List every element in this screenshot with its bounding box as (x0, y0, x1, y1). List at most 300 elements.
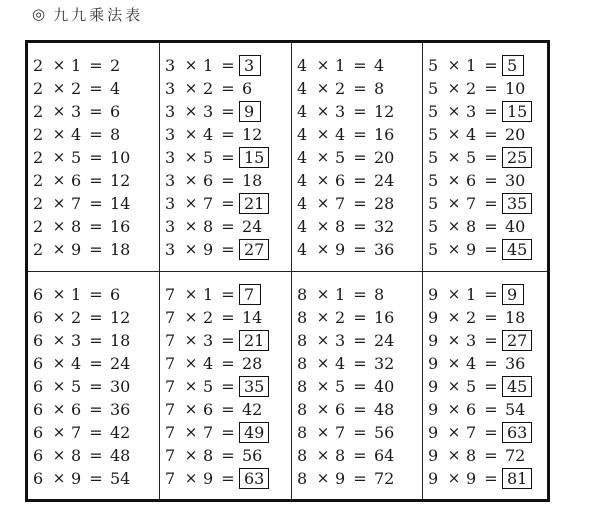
product: 72 (505, 446, 526, 465)
multiplier: 3 (71, 102, 82, 121)
multiplier: 3 (466, 331, 477, 350)
multiplier: 4 (335, 125, 346, 144)
multiplier: 9 (466, 240, 477, 259)
multiplier: 7 (203, 194, 214, 213)
equals-sign: = (484, 377, 498, 396)
times-sign: × (316, 331, 330, 349)
equals-sign: = (221, 308, 235, 327)
multiplicand: 9 (428, 469, 439, 488)
equals-sign: = (353, 354, 367, 373)
equation-row (33, 444, 159, 467)
times-sign: × (184, 446, 198, 464)
times-sign: × (184, 240, 198, 258)
multiplicand: 4 (297, 194, 308, 213)
times-sign: × (184, 171, 198, 189)
equation-row (33, 329, 159, 352)
equation-row (33, 283, 159, 306)
multiplier: 6 (71, 400, 82, 419)
multiplier: 4 (71, 125, 82, 144)
equation-row (428, 306, 547, 329)
multiplier: 1 (71, 285, 82, 304)
multiplicand: 4 (297, 102, 308, 121)
times-sign: × (447, 79, 461, 97)
equals-sign: = (484, 354, 498, 373)
multiplier: 5 (335, 377, 346, 396)
times-sign: × (184, 331, 198, 349)
multiplier: 2 (203, 308, 214, 327)
times-sign: × (447, 377, 461, 395)
multiplier: 3 (466, 102, 477, 121)
multiplicand: 3 (165, 148, 176, 167)
product: 12 (110, 171, 131, 190)
multiplicand: 7 (165, 377, 176, 396)
multiplier: 5 (71, 377, 82, 396)
product: 10 (110, 148, 131, 167)
equation-row (33, 215, 159, 238)
equation-row (165, 192, 291, 215)
times-sign: × (184, 377, 198, 395)
multiplicand: 9 (428, 446, 439, 465)
times-sign: × (52, 125, 66, 143)
times-sign: × (316, 423, 330, 441)
equation-row (165, 375, 291, 398)
multiplicand: 3 (165, 194, 176, 213)
multiplier: 5 (335, 148, 346, 167)
equals-sign: = (89, 171, 103, 190)
multiplicand: 3 (165, 217, 176, 236)
multiplier: 7 (71, 423, 82, 442)
multiplicand: 3 (165, 56, 176, 75)
multiplicand: 5 (428, 217, 439, 236)
multiplicand: 7 (165, 331, 176, 350)
equation-row (33, 123, 159, 146)
product: 12 (242, 125, 263, 144)
product: 10 (505, 79, 526, 98)
times-sign: × (447, 285, 461, 303)
table-cell-6 (28, 272, 160, 499)
equals-sign: = (89, 148, 103, 167)
equation-row (165, 352, 291, 375)
equals-sign: = (221, 377, 235, 396)
boxed-product: 27 (502, 330, 532, 351)
times-sign: × (184, 79, 198, 97)
equation-row (33, 77, 159, 100)
times-sign: × (316, 354, 330, 372)
product: 16 (110, 217, 131, 236)
product: 14 (110, 194, 131, 213)
multiplicand: 5 (428, 102, 439, 121)
product: 12 (374, 102, 395, 121)
product: 30 (110, 377, 131, 396)
equation-row (428, 215, 547, 238)
multiplier: 3 (203, 102, 214, 121)
times-sign: × (184, 400, 198, 418)
multiplicand: 5 (428, 240, 439, 259)
table-cell-7 (160, 272, 292, 499)
multiplicand: 9 (428, 400, 439, 419)
multiplicand: 9 (428, 377, 439, 396)
equals-sign: = (221, 125, 235, 144)
multiplier: 2 (335, 79, 346, 98)
boxed-product: 9 (239, 101, 261, 122)
multiplicand: 5 (428, 56, 439, 75)
equals-sign: = (353, 79, 367, 98)
product: 24 (374, 331, 395, 350)
title-text: 九九乘法表 (53, 5, 144, 24)
multiplicand: 9 (428, 423, 439, 442)
times-sign: × (52, 377, 66, 395)
times-sign: × (52, 217, 66, 235)
product: 54 (110, 469, 131, 488)
multiplicand: 4 (297, 148, 308, 167)
product: 24 (242, 217, 263, 236)
boxed-product: 63 (502, 422, 532, 443)
product: 54 (505, 400, 526, 419)
equation-row (428, 329, 547, 352)
equals-sign: = (89, 194, 103, 213)
equation-row (165, 467, 291, 490)
multiplicand: 5 (428, 194, 439, 213)
multiplier: 5 (466, 148, 477, 167)
equation-row (33, 398, 159, 421)
equals-sign: = (89, 446, 103, 465)
multiplicand: 9 (428, 308, 439, 327)
multiplier: 2 (203, 79, 214, 98)
equals-sign: = (221, 400, 235, 419)
multiplicand: 8 (297, 469, 308, 488)
times-sign: × (447, 125, 461, 143)
product: 72 (374, 469, 395, 488)
multiplicand: 8 (297, 308, 308, 327)
product: 32 (374, 217, 395, 236)
multiplier: 3 (203, 331, 214, 350)
product: 4 (110, 79, 121, 98)
multiplier: 9 (203, 469, 214, 488)
product: 8 (374, 285, 385, 304)
multiplicand: 4 (297, 56, 308, 75)
equals-sign: = (353, 423, 367, 442)
multiplier: 6 (335, 171, 346, 190)
multiplicand: 8 (297, 400, 308, 419)
times-sign: × (316, 217, 330, 235)
equals-sign: = (484, 194, 498, 213)
multiplicand: 7 (165, 423, 176, 442)
multiplier: 7 (335, 423, 346, 442)
boxed-product: 9 (502, 284, 524, 305)
multiplicand: 2 (33, 217, 44, 236)
times-sign: × (52, 56, 66, 74)
multiplicand: 4 (297, 171, 308, 190)
times-sign: × (52, 194, 66, 212)
multiplicand: 6 (33, 377, 44, 396)
times-sign: × (52, 148, 66, 166)
multiplier: 6 (71, 171, 82, 190)
equation-row (165, 169, 291, 192)
times-sign: × (184, 102, 198, 120)
equation-row (165, 329, 291, 352)
equation-row (297, 398, 422, 421)
equation-row (428, 77, 547, 100)
multiplier: 9 (71, 240, 82, 259)
multiplicand: 8 (297, 377, 308, 396)
times-sign: × (447, 308, 461, 326)
equation-row (428, 146, 547, 169)
multiplier: 1 (203, 285, 214, 304)
equals-sign: = (221, 102, 235, 121)
multiplicand: 6 (33, 285, 44, 304)
times-sign: × (184, 125, 198, 143)
multiplicand: 8 (297, 285, 308, 304)
equation-row (428, 421, 547, 444)
equals-sign: = (221, 56, 235, 75)
multiplicand: 6 (33, 469, 44, 488)
equals-sign: = (353, 194, 367, 213)
times-sign: × (52, 331, 66, 349)
equals-sign: = (221, 354, 235, 373)
multiplier: 9 (466, 469, 477, 488)
multiplier: 6 (466, 400, 477, 419)
product: 40 (374, 377, 395, 396)
times-sign: × (52, 171, 66, 189)
times-sign: × (316, 400, 330, 418)
equation-row (297, 192, 422, 215)
equals-sign: = (484, 446, 498, 465)
multiplier: 8 (71, 446, 82, 465)
product: 36 (505, 354, 526, 373)
times-sign: × (447, 217, 461, 235)
times-sign: × (184, 469, 198, 487)
times-sign: × (52, 79, 66, 97)
multiplicand: 9 (428, 354, 439, 373)
equals-sign: = (89, 56, 103, 75)
multiplicand: 2 (33, 102, 44, 121)
multiplicand: 8 (297, 446, 308, 465)
multiplier: 6 (466, 171, 477, 190)
multiplier: 8 (466, 446, 477, 465)
equation-row (428, 283, 547, 306)
times-sign: × (316, 446, 330, 464)
multiplier: 2 (335, 308, 346, 327)
multiplicand: 3 (165, 79, 176, 98)
multiplicand: 4 (297, 217, 308, 236)
multiplicand: 2 (33, 240, 44, 259)
equation-row (165, 398, 291, 421)
multiplier: 8 (203, 217, 214, 236)
times-sign: × (184, 217, 198, 235)
multiplier: 7 (466, 194, 477, 213)
equation-row (165, 238, 291, 261)
multiplicand: 8 (297, 423, 308, 442)
equation-row (297, 54, 422, 77)
equals-sign: = (89, 79, 103, 98)
equals-sign: = (353, 240, 367, 259)
equation-row (297, 444, 422, 467)
equals-sign: = (89, 377, 103, 396)
boxed-product: 45 (502, 376, 532, 397)
times-sign: × (447, 423, 461, 441)
multiplicand: 6 (33, 400, 44, 419)
equals-sign: = (353, 171, 367, 190)
equation-row (428, 54, 547, 77)
times-sign: × (316, 240, 330, 258)
product: 6 (242, 79, 253, 98)
multiplicand: 3 (165, 240, 176, 259)
equation-row (33, 54, 159, 77)
equation-row (428, 375, 547, 398)
multiplicand: 8 (297, 331, 308, 350)
equals-sign: = (484, 400, 498, 419)
times-sign: × (316, 102, 330, 120)
times-sign: × (316, 171, 330, 189)
equals-sign: = (353, 125, 367, 144)
equals-sign: = (89, 423, 103, 442)
product: 18 (242, 171, 263, 190)
equals-sign: = (89, 354, 103, 373)
boxed-product: 5 (502, 55, 524, 76)
equation-row (428, 192, 547, 215)
multiplier: 3 (335, 102, 346, 121)
table-grid (28, 43, 547, 499)
equation-row (165, 283, 291, 306)
equation-row (165, 215, 291, 238)
equation-row (297, 306, 422, 329)
equals-sign: = (89, 331, 103, 350)
equals-sign: = (353, 148, 367, 167)
multiplier: 9 (335, 240, 346, 259)
equation-row (33, 467, 159, 490)
multiplicand: 2 (33, 171, 44, 190)
table-cell-3 (160, 43, 292, 272)
times-sign: × (316, 148, 330, 166)
multiplicand: 6 (33, 423, 44, 442)
multiplier: 9 (335, 469, 346, 488)
multiplier: 6 (335, 400, 346, 419)
product: 18 (505, 308, 526, 327)
product: 12 (110, 308, 131, 327)
multiplicand: 2 (33, 79, 44, 98)
equals-sign: = (221, 148, 235, 167)
equals-sign: = (484, 102, 498, 121)
equals-sign: = (353, 56, 367, 75)
times-sign: × (447, 400, 461, 418)
equation-row (297, 146, 422, 169)
equation-row (165, 421, 291, 444)
multiplier: 8 (203, 446, 214, 465)
equals-sign: = (484, 171, 498, 190)
product: 40 (505, 217, 526, 236)
multiplier: 1 (335, 285, 346, 304)
equals-sign: = (484, 56, 498, 75)
product: 30 (505, 171, 526, 190)
equals-sign: = (484, 125, 498, 144)
boxed-product: 7 (239, 284, 261, 305)
multiplicand: 3 (165, 125, 176, 144)
equation-row (165, 77, 291, 100)
times-sign: × (316, 469, 330, 487)
multiplier: 7 (335, 194, 346, 213)
times-sign: × (52, 102, 66, 120)
multiplier: 7 (466, 423, 477, 442)
equals-sign: = (89, 125, 103, 144)
times-sign: × (52, 285, 66, 303)
equals-sign: = (221, 285, 235, 304)
equals-sign: = (484, 308, 498, 327)
multiplicand: 7 (165, 285, 176, 304)
multiplier: 5 (203, 377, 214, 396)
times-sign: × (447, 148, 461, 166)
multiplier: 1 (335, 56, 346, 75)
equals-sign: = (484, 423, 498, 442)
product: 48 (374, 400, 395, 419)
equals-sign: = (89, 400, 103, 419)
times-sign: × (447, 331, 461, 349)
equation-row (428, 100, 547, 123)
product: 16 (374, 308, 395, 327)
equals-sign: = (89, 285, 103, 304)
product: 24 (110, 354, 131, 373)
multiplier: 2 (71, 308, 82, 327)
multiplier: 5 (203, 148, 214, 167)
equation-row (297, 283, 422, 306)
multiplicand: 3 (165, 171, 176, 190)
equation-row (165, 54, 291, 77)
equals-sign: = (484, 285, 498, 304)
multiplicand: 2 (33, 148, 44, 167)
boxed-product: 63 (239, 468, 269, 489)
boxed-product: 49 (239, 422, 269, 443)
equals-sign: = (484, 217, 498, 236)
multiplier: 2 (466, 308, 477, 327)
multiplier: 3 (71, 331, 82, 350)
equals-sign: = (353, 217, 367, 236)
multiplicand: 5 (428, 125, 439, 144)
multiplicand: 7 (165, 400, 176, 419)
equation-row (33, 146, 159, 169)
equation-row (165, 123, 291, 146)
multiplier: 8 (466, 217, 477, 236)
times-sign: × (52, 240, 66, 258)
times-sign: × (447, 194, 461, 212)
times-sign: × (184, 194, 198, 212)
boxed-product: 81 (502, 468, 532, 489)
equation-row (297, 421, 422, 444)
circle-bullet-icon: ◎ (32, 5, 46, 23)
product: 24 (374, 171, 395, 190)
equals-sign: = (353, 308, 367, 327)
multiplicand: 7 (165, 446, 176, 465)
table-cell-8 (292, 272, 423, 499)
multiplicand: 2 (33, 125, 44, 144)
times-sign: × (447, 102, 461, 120)
times-sign: × (316, 79, 330, 97)
multiplicand: 7 (165, 354, 176, 373)
boxed-product: 21 (239, 330, 269, 351)
equation-row (33, 192, 159, 215)
equation-row (297, 352, 422, 375)
equation-row (297, 100, 422, 123)
times-sign: × (316, 56, 330, 74)
table-cell-5 (423, 43, 547, 272)
boxed-product: 35 (239, 376, 269, 397)
equals-sign: = (484, 148, 498, 167)
equals-sign: = (221, 469, 235, 488)
multiplier: 2 (71, 79, 82, 98)
multiplicand: 6 (33, 308, 44, 327)
product: 8 (110, 125, 121, 144)
multiplier: 8 (335, 217, 346, 236)
product: 32 (374, 354, 395, 373)
times-sign: × (52, 446, 66, 464)
